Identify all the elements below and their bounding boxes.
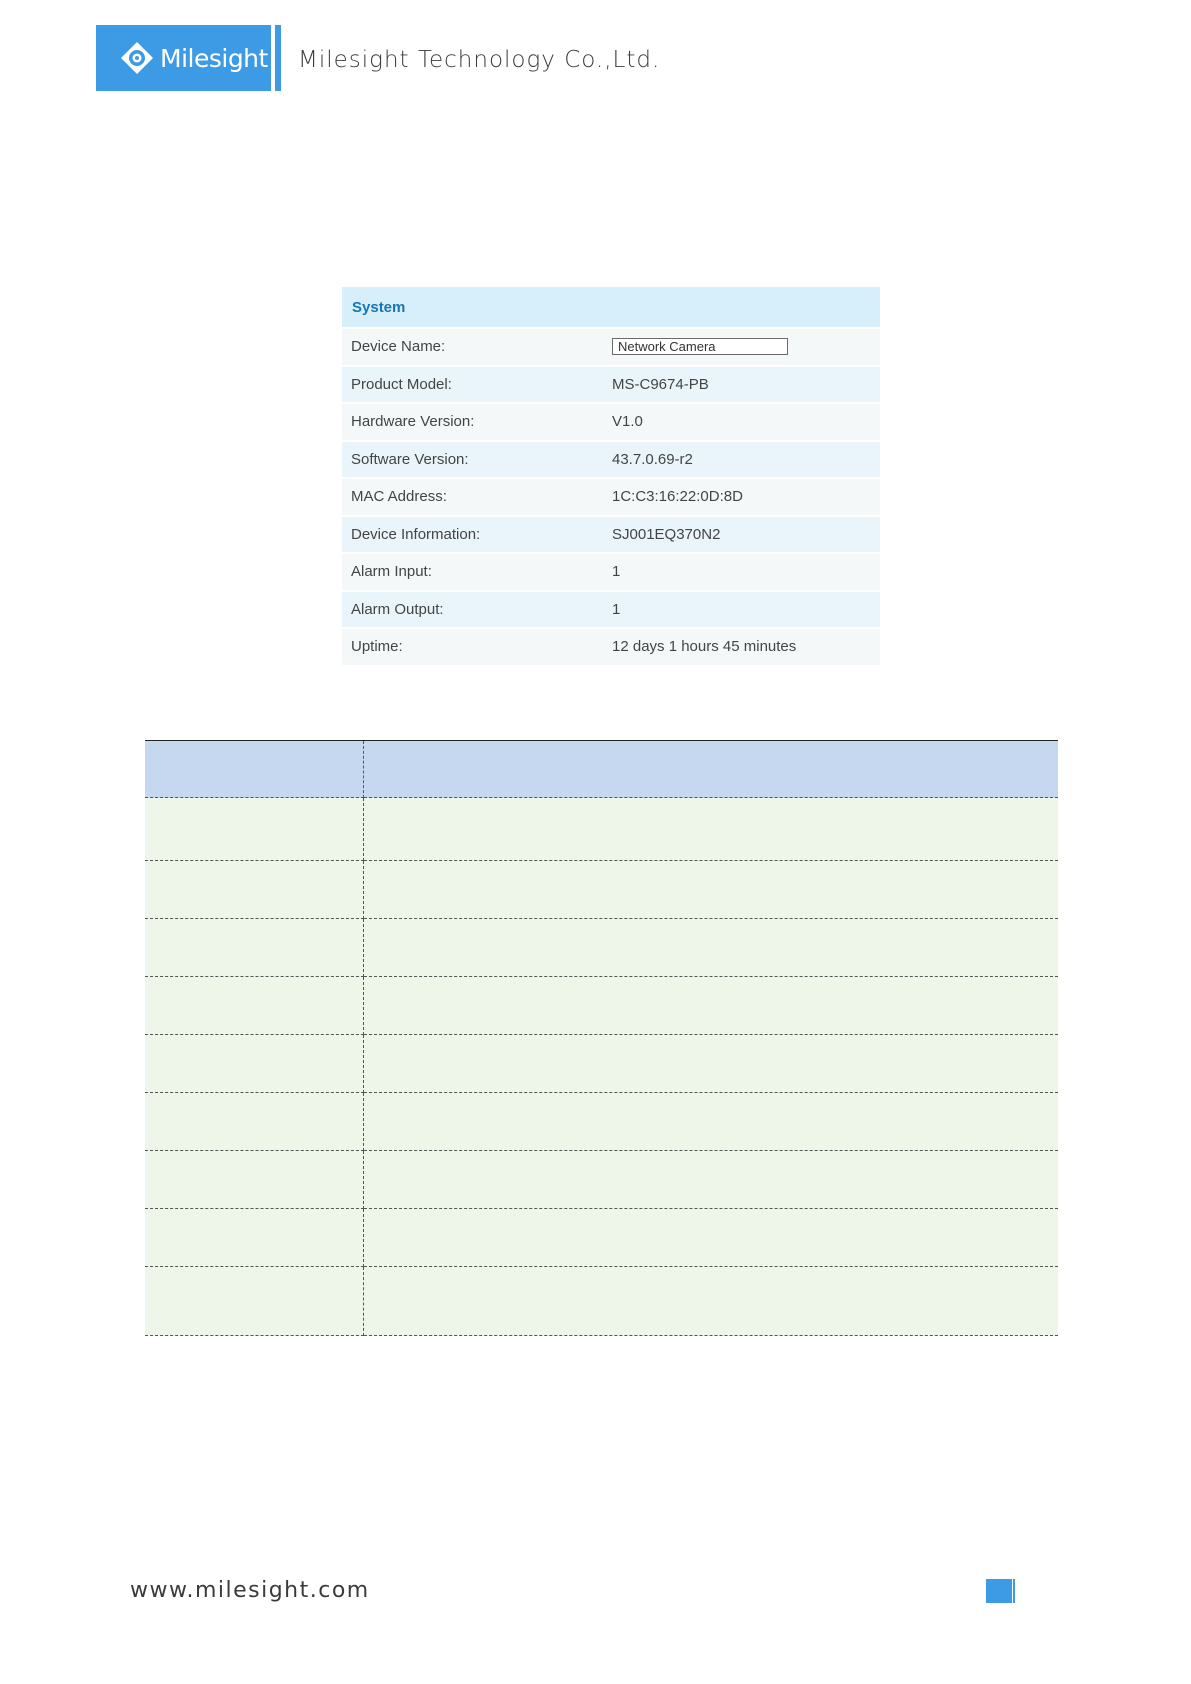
- info-row-alarm-input: [342, 554, 880, 590]
- table-header-cell: [364, 741, 1059, 798]
- table-cell: [145, 919, 364, 977]
- info-row-software-version: [342, 442, 880, 478]
- footer-website-link[interactable]: www.milesight.com: [130, 1578, 370, 1603]
- table-row: [145, 1035, 1058, 1093]
- table-cell: [145, 1267, 364, 1336]
- table-cell: [364, 1151, 1059, 1209]
- company-name: Milesight Technology Co.,Ltd.: [298, 47, 661, 73]
- system-info-panel: [342, 287, 880, 667]
- row-value: 43.7.0.69-r2: [612, 450, 693, 468]
- row-label: Alarm Input:: [351, 563, 432, 581]
- table-row: [145, 1151, 1058, 1209]
- table-cell: [145, 861, 364, 919]
- row-value: SJ001EQ370N2: [612, 525, 721, 543]
- info-row-device-information: [342, 517, 880, 553]
- row-label: Device Name:: [351, 338, 446, 356]
- info-row-uptime: [342, 629, 880, 665]
- company-logo: [96, 25, 271, 91]
- table-cell: [364, 1093, 1059, 1151]
- info-row-mac-address: [342, 479, 880, 515]
- row-value: 12 days 1 hours 45 minutes: [612, 638, 797, 656]
- logo-text: Milesight: [160, 43, 268, 73]
- row-value: V1.0: [612, 413, 643, 431]
- table-cell: [364, 1035, 1059, 1093]
- row-value: 1: [612, 563, 621, 581]
- table-cell: [145, 1035, 364, 1093]
- table-row: [145, 861, 1058, 919]
- table-cell: [145, 1209, 364, 1267]
- table-cell: [145, 798, 364, 861]
- row-label: MAC Address:: [351, 488, 447, 506]
- table-row: [145, 977, 1058, 1035]
- table-cell: [364, 919, 1059, 977]
- table-row: [145, 1209, 1058, 1267]
- table-cell: [364, 1209, 1059, 1267]
- page-marker-bar: [1013, 1579, 1015, 1603]
- table-cell: [145, 1151, 364, 1209]
- row-label: Hardware Version:: [351, 413, 475, 431]
- table-row: [145, 1267, 1058, 1336]
- row-value: 1: [612, 600, 621, 618]
- info-row-device-name: [342, 329, 880, 365]
- table-row: [145, 798, 1058, 861]
- table-row: [145, 919, 1058, 977]
- table-cell: [364, 861, 1059, 919]
- table-cell: [145, 977, 364, 1035]
- row-label: Product Model:: [351, 375, 452, 393]
- table-header-row: [145, 741, 1058, 798]
- table-cell: [145, 1093, 364, 1151]
- device-name-input[interactable]: Network Camera: [612, 338, 788, 355]
- table-row: [145, 1093, 1058, 1151]
- page-marker: [986, 1579, 1012, 1603]
- panel-title: System: [342, 287, 880, 327]
- header-accent-bar: [275, 25, 281, 91]
- milesight-logo-icon: [120, 41, 154, 75]
- row-label: Alarm Output:: [351, 600, 444, 618]
- table-cell: [364, 977, 1059, 1035]
- table-cell: [364, 1267, 1059, 1336]
- info-row-alarm-output: [342, 592, 880, 628]
- row-value: MS-C9674-PB: [612, 375, 709, 393]
- row-value: 1C:C3:16:22:0D:8D: [612, 488, 743, 506]
- row-label: Uptime:: [351, 638, 403, 656]
- row-label: Software Version:: [351, 450, 469, 468]
- info-row-product-model: [342, 367, 880, 403]
- row-label: Device Information:: [351, 525, 481, 543]
- parameter-table: [145, 740, 1058, 1336]
- table-cell: [364, 798, 1059, 861]
- info-row-hardware-version: [342, 404, 880, 440]
- table-header-cell: [145, 741, 364, 798]
